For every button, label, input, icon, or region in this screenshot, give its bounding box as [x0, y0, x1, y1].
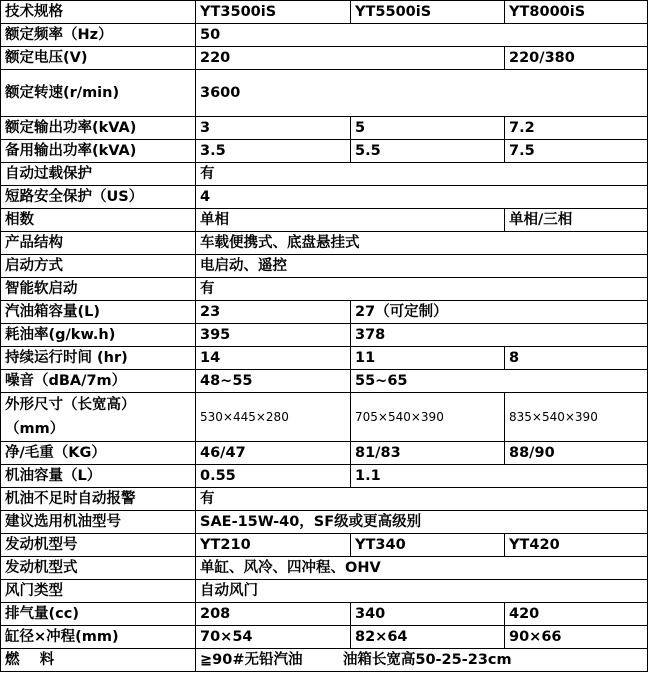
row-value: YT420 — [505, 534, 648, 557]
row-value: 电启动、遥控 — [196, 255, 648, 278]
header-row — [1, 1, 648, 24]
table-row — [1, 301, 648, 324]
row-value: 48~55 — [196, 370, 351, 393]
row-label: 额定电压(V) — [1, 47, 196, 70]
table-row — [1, 511, 648, 534]
row-value: 7.2 — [505, 117, 648, 140]
table-row — [1, 370, 648, 393]
table-row — [1, 255, 648, 278]
row-value: 835×540×390 — [505, 393, 648, 442]
row-label: 额定频率（Hz） — [1, 24, 196, 47]
row-value: 81/83 — [351, 442, 505, 465]
table-row — [1, 70, 648, 117]
row-value: 5.5 — [351, 140, 505, 163]
row-value: 14 — [196, 347, 351, 370]
table-row — [1, 278, 648, 301]
row-label: 持续运行时间 (hr) — [1, 347, 196, 370]
table-row — [1, 465, 648, 488]
table-row — [1, 649, 648, 672]
table-row — [1, 603, 648, 626]
row-label: 额定转速(r/min) — [1, 70, 196, 117]
row-value: 395 — [196, 324, 351, 347]
row-label: 备用输出功率(kVA) — [1, 140, 196, 163]
row-label: 燃 料 — [1, 649, 196, 672]
row-value: SAE-15W-40，SF级或更高级别 — [196, 511, 648, 534]
row-value: 705×540×390 — [351, 393, 505, 442]
row-label: 耗油率(g/kw.h) — [1, 324, 196, 347]
table-row — [1, 488, 648, 511]
row-label: 净/毛重（KG） — [1, 442, 196, 465]
row-label: 短路安全保护（US） — [1, 186, 196, 209]
dims-label-line2: （mm） — [5, 421, 65, 437]
row-value: 50 — [196, 24, 648, 47]
row-label: 产品结构 — [1, 232, 196, 255]
row-value: 530×445×280 — [196, 393, 351, 442]
row-value: YT210 — [196, 534, 351, 557]
table-row — [1, 140, 648, 163]
row-value: 88/90 — [505, 442, 648, 465]
row-value: 3600 — [196, 70, 648, 117]
row-label: 相数 — [1, 209, 196, 232]
row-label: 发动机型号 — [1, 534, 196, 557]
row-label: 汽油箱容量(L) — [1, 301, 196, 324]
row-value: 单缸、风冷、四冲程、OHV — [196, 557, 648, 580]
table-row — [1, 24, 648, 47]
row-value: 220/380 — [505, 47, 648, 70]
row-value: 11 — [351, 347, 505, 370]
row-value: 3.5 — [196, 140, 351, 163]
row-value: 82×64 — [351, 626, 505, 649]
row-value: 378 — [351, 324, 648, 347]
table-row — [1, 626, 648, 649]
row-label: 风门类型 — [1, 580, 196, 603]
row-label: 建议选用机油型号 — [1, 511, 196, 534]
row-value: 3 — [196, 117, 351, 140]
row-value: 7.5 — [505, 140, 648, 163]
row-value: 车载便携式、底盘悬挂式 — [196, 232, 648, 255]
row-value: 23 — [196, 301, 351, 324]
row-value: 1.1 — [351, 465, 648, 488]
table-row — [1, 580, 648, 603]
table-row — [1, 393, 648, 442]
dims-label-line1: 外形尺寸（长宽高） — [5, 397, 136, 413]
row-label: 噪音（dBA/7m） — [1, 370, 196, 393]
row-value: ≧90#无铅汽油 油箱长宽高50-25-23cm — [196, 649, 648, 672]
row-label: 自动过载保护 — [1, 163, 196, 186]
row-label: 额定输出功率(kVA) — [1, 117, 196, 140]
table-row — [1, 232, 648, 255]
row-value: YT340 — [351, 534, 505, 557]
row-label — [1, 393, 196, 442]
row-label: 缸径×冲程(mm) — [1, 626, 196, 649]
row-value: 有 — [196, 278, 648, 301]
row-label: 机油容量（L） — [1, 465, 196, 488]
row-value: 420 — [505, 603, 648, 626]
row-label: 排气量(cc) — [1, 603, 196, 626]
table-row — [1, 47, 648, 70]
row-value: 5 — [351, 117, 505, 140]
table-row — [1, 347, 648, 370]
table-row — [1, 324, 648, 347]
row-value: 27（可定制） — [351, 301, 648, 324]
row-value: 90×66 — [505, 626, 648, 649]
row-value: 单相 — [196, 209, 505, 232]
row-value: 4 — [196, 186, 648, 209]
model-name: YT3500iS — [196, 1, 351, 24]
row-value: 有 — [196, 488, 648, 511]
row-value: 8 — [505, 347, 648, 370]
table-row — [1, 186, 648, 209]
row-value: 单相/三相 — [505, 209, 648, 232]
table-row — [1, 442, 648, 465]
table-row — [1, 117, 648, 140]
row-label: 启动方式 — [1, 255, 196, 278]
row-value: 70×54 — [196, 626, 351, 649]
row-value: 208 — [196, 603, 351, 626]
row-value: 340 — [351, 603, 505, 626]
row-label: 智能软启动 — [1, 278, 196, 301]
table-row — [1, 557, 648, 580]
row-label: 发动机型式 — [1, 557, 196, 580]
header-label: 技术规格 — [1, 1, 196, 24]
row-value: 220 — [196, 47, 505, 70]
row-value: 46/47 — [196, 442, 351, 465]
row-value: 自动风门 — [196, 580, 648, 603]
row-value: 有 — [196, 163, 648, 186]
row-value: 0.55 — [196, 465, 351, 488]
table-row — [1, 209, 648, 232]
row-label: 机油不足时自动报警 — [1, 488, 196, 511]
row-value: 55~65 — [351, 370, 648, 393]
model-name: YT5500iS — [351, 1, 505, 24]
table-row — [1, 163, 648, 186]
model-name: YT8000iS — [505, 1, 648, 24]
table-row — [1, 534, 648, 557]
